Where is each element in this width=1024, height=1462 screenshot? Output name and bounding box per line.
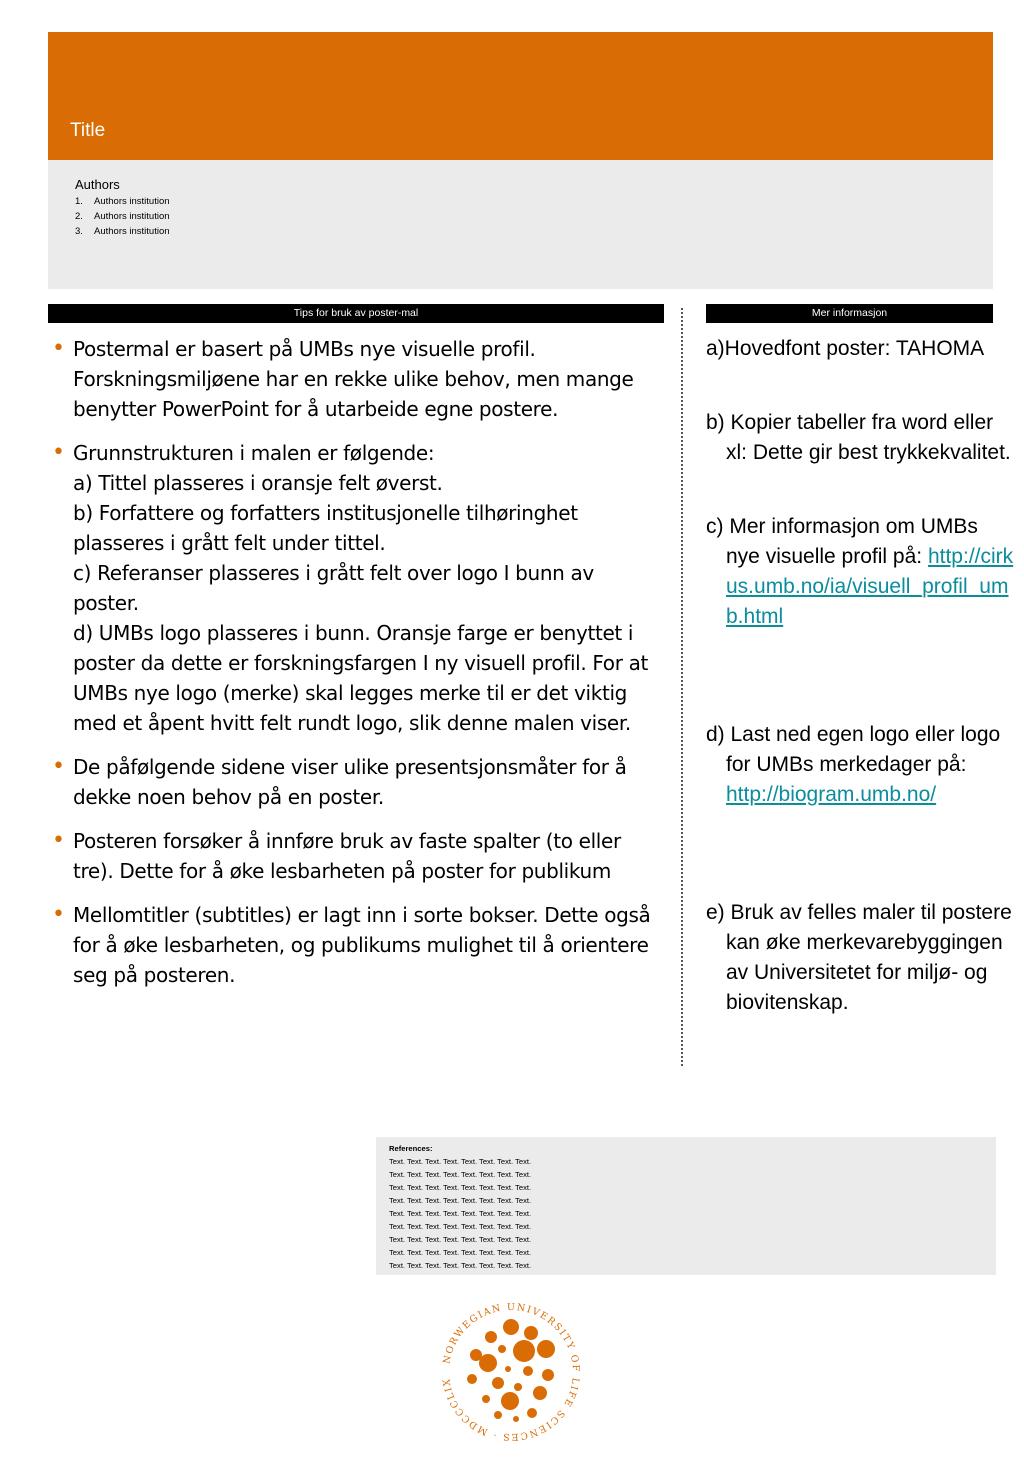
info-item-c-text: c) Mer informasjon om UMBs nye visuelle profil på: xyxy=(706,515,978,568)
info-item-d-text: d) Last ned egen logo eller logo for UMBs merkedager på: xyxy=(706,723,1001,776)
authors-label: Authors xyxy=(75,177,120,192)
subtitle-more-info: Mer informasjon xyxy=(706,304,993,323)
institution-list xyxy=(75,194,170,239)
institution-number: 3. xyxy=(75,226,83,237)
bullet-text: Postermal er basert på UMBs nye visuelle profil. Forskningsmiljøene har en rekke ulike behov, men mange benytter PowerPoint for å utarbeide egne postere. xyxy=(73,337,634,421)
subtitle-tips: Tips for bruk av poster-mal xyxy=(48,304,664,323)
bullet-text: Mellomtitler (subtitles) er lagt inn i sorte bokser. Dette også for å øke lesbarheten, og publikums mulighet til å orientere seg på posteren. xyxy=(73,903,651,987)
institution-name: Authors institution xyxy=(94,196,170,207)
reference-line: Text. Text. Text. Text. Text. Text. Text. Text. xyxy=(389,1183,532,1192)
institution-item xyxy=(75,224,170,239)
umb-seal-logo-icon xyxy=(436,1297,586,1447)
title-band xyxy=(48,32,993,160)
institution-number: 1. xyxy=(75,196,83,207)
institution-name: Authors institution xyxy=(94,211,170,222)
logo-dots xyxy=(467,1319,555,1422)
bullet-dot-icon: • xyxy=(52,440,65,465)
reference-line: Text. Text. Text. Text. Text. Text. Text. Text. xyxy=(389,1209,532,1218)
references-content xyxy=(389,1142,531,1272)
references-box xyxy=(376,1137,996,1275)
info-item-b: b) Kopier tabeller fra word eller xl: Dette gir best trykkekvalitet. xyxy=(706,411,1011,464)
institution-number: 2. xyxy=(75,211,83,222)
info-item-c xyxy=(706,512,1016,632)
reference-line: Text. Text. Text. Text. Text. Text. Text. Text. xyxy=(389,1196,532,1205)
institution-item xyxy=(75,194,170,209)
info-item-d xyxy=(706,720,1016,810)
bullet-item xyxy=(52,752,652,812)
bullet-dot-icon: • xyxy=(52,828,65,853)
info-item-a: a)Hovedfont poster: TAHOMA xyxy=(706,337,985,360)
reference-line: Text. Text. Text. Text. Text. Text. Text. Text. xyxy=(389,1157,532,1166)
institution-name: Authors institution xyxy=(94,226,170,237)
institution-item xyxy=(75,209,170,224)
bullet-text: Grunnstrukturen i malen er følgende: a) Tittel plasseres i oransje felt øverst. b) Forfattere og forfatters institusjonelle tilhøringhet plasseres i grått felt under tittel. c) Referanser plasseres i grått felt over logo I bunn av poster. d) UMBs logo plasseres i bunn. Oransje farge er benyttet i poster da dette er forskningsfargen I ny visuell profil. For at UMBs nye logo (merke) skal legges merke til er det viktig med et åpent hvitt felt rundt logo, slik denne malen viser. xyxy=(73,441,648,735)
bullet-dot-icon: • xyxy=(52,336,65,361)
info-item-e: e) Bruk av felles maler til postere kan øke merkevarebyggingen av Universitetet for miljø- og biovitenskap. xyxy=(706,901,1012,1014)
bullet-dot-icon: • xyxy=(52,754,65,779)
reference-line: Text. Text. Text. Text. Text. Text. Text. Text. xyxy=(389,1170,532,1179)
bullet-text: Posteren forsøker å innføre bruk av faste spalter (to eller tre). Dette for å øke lesbarheten på poster for publikum xyxy=(73,829,621,883)
reference-line: Text. Text. Text. Text. Text. Text. Text. Text. xyxy=(389,1235,532,1244)
authors-band xyxy=(48,160,993,289)
column-divider xyxy=(681,308,683,1066)
bullet-text: De påfølgende sidene viser ulike presentsjonsmåter for å dekke noen behov på en poster. xyxy=(73,755,627,809)
poster-title: Title xyxy=(70,120,106,141)
bullet-item xyxy=(52,900,652,990)
visual-profile-link[interactable]: http://cirkus.umb.no/ia/visuell_profil_umb.html xyxy=(726,545,1014,628)
bullet-item xyxy=(52,438,652,738)
references-heading: References: xyxy=(389,1144,433,1153)
bullet-dot-icon: • xyxy=(52,902,65,927)
bullet-item xyxy=(52,334,652,424)
reference-line: Text. Text. Text. Text. Text. Text. Text. Text. xyxy=(389,1261,532,1270)
logo-ring-text: NORWEGIAN UNIVERSITY OF LIFE SCIENCES · MDCCCLIX xyxy=(441,1301,582,1443)
reference-line: Text. Text. Text. Text. Text. Text. Text. Text. xyxy=(389,1222,532,1231)
tips-bullet-list xyxy=(52,334,652,1004)
biogram-link[interactable]: http://biogram.umb.no/ xyxy=(726,783,937,806)
reference-line: Text. Text. Text. Text. Text. Text. Text. Text. xyxy=(389,1248,532,1257)
bullet-item xyxy=(52,826,652,886)
